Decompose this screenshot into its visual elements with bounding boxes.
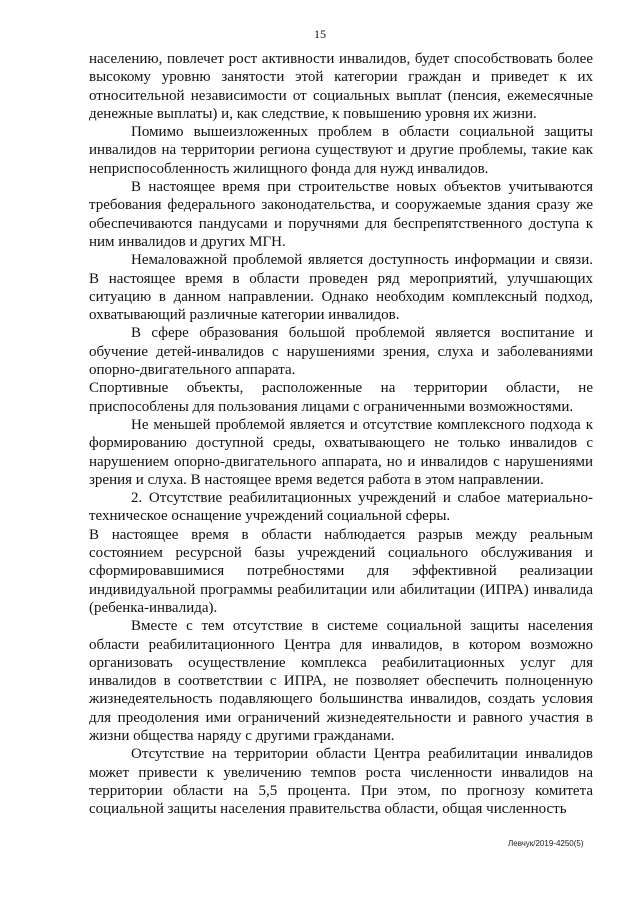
paragraph-3: В настоящее время при строительстве новых объектов учитываются требования федерального законодательства, и сооружаемые здания сразу же обеспечиваются пандусами и поручнями для беспрепятственного доступа к ним инвалидов и других МГН. <box>89 179 593 250</box>
paragraph-1: населению, повлечет рост активности инвалидов, будет способствовать более высокому уровню занятости этой категории граждан и приведет к их относительной независимости от социальных выплат (пенсия, ежемесячные денежные выплаты) и, как следствие, к повышению уровня их жизни. <box>89 51 593 122</box>
paragraph-2: Помимо вышеизложенных проблем в области социальной защиты инвалидов на территории региона существуют и другие проблемы, такие как неприспособленность жилищного фонда для нужд инвалидов. <box>89 124 593 177</box>
page-number: 15 <box>314 27 326 41</box>
paragraph-5: В сфере образования большой проблемой является воспитание и обучение детей-инвалидов с нарушениями зрения, слуха и заболеваниями опорно-двигательного аппарата. <box>89 325 593 379</box>
document-code: Левчук/2019-4250(5) <box>508 839 584 848</box>
paragraph-8: 2. Отсутствие реабилитационных учреждений и слабое материально-техническое оснащение учреждений социальной сферы. <box>89 490 593 525</box>
paragraph-9: В настоящее время в области наблюдается разрыв между реальным состоянием ресурсной базы учреждений социального обслуживания и сформировавшимися потребностями для эффективной реализации индивидуальной программы реабилитации или абилитации (ИПРА) инвалида (ребенка-инвалида). <box>89 526 593 616</box>
paragraph-10: Вместе с тем отсутствие в системе социальной защиты населения области реабилитационного Центра для инвалидов, в котором возможно организовать осуществление комплекса реабилитационных услуг для инвалидов в соответствии с ИПРА, не позволяет обеспечить полноценную жизнедеятельность подавляющего большинства инвалидов, создать условия для преодоления ими ограничений жизнедеятельности и равного участия в жизни общества наряду с другими гражданами. <box>89 618 593 744</box>
paragraph-7: Не меньшей проблемой является и отсутствие комплексного подхода к формированию доступной среды, охватывающего не только инвалидов с нарушением опорно-двигательного аппарата, но и инвалидов с нарушениями зрения и слуха. В настоящее время ведется работа в этом направлении. <box>89 416 593 488</box>
paragraph-4: Немаловажной проблемой является доступность информации и связи. В настоящее время в области проведен ряд мероприятий, улучшающих ситуацию в данном направлении. Однако необходим комплексный подход, охватывающий различные категории инвалидов. <box>89 252 593 324</box>
paragraph-11: Отсутствие на территории области Центра реабилитации инвалидов может привести к увеличению темпов роста численности инвалидов на территории области на 5,5 процента. При этом, по прогнозу комитета социальной защиты населения правительства области, общая численность <box>89 746 593 818</box>
document-body <box>89 50 593 818</box>
paragraph-6: Спортивные объекты, расположенные на территории области, не приспособлены для пользования лицами с ограниченными возможностями. <box>89 380 593 415</box>
